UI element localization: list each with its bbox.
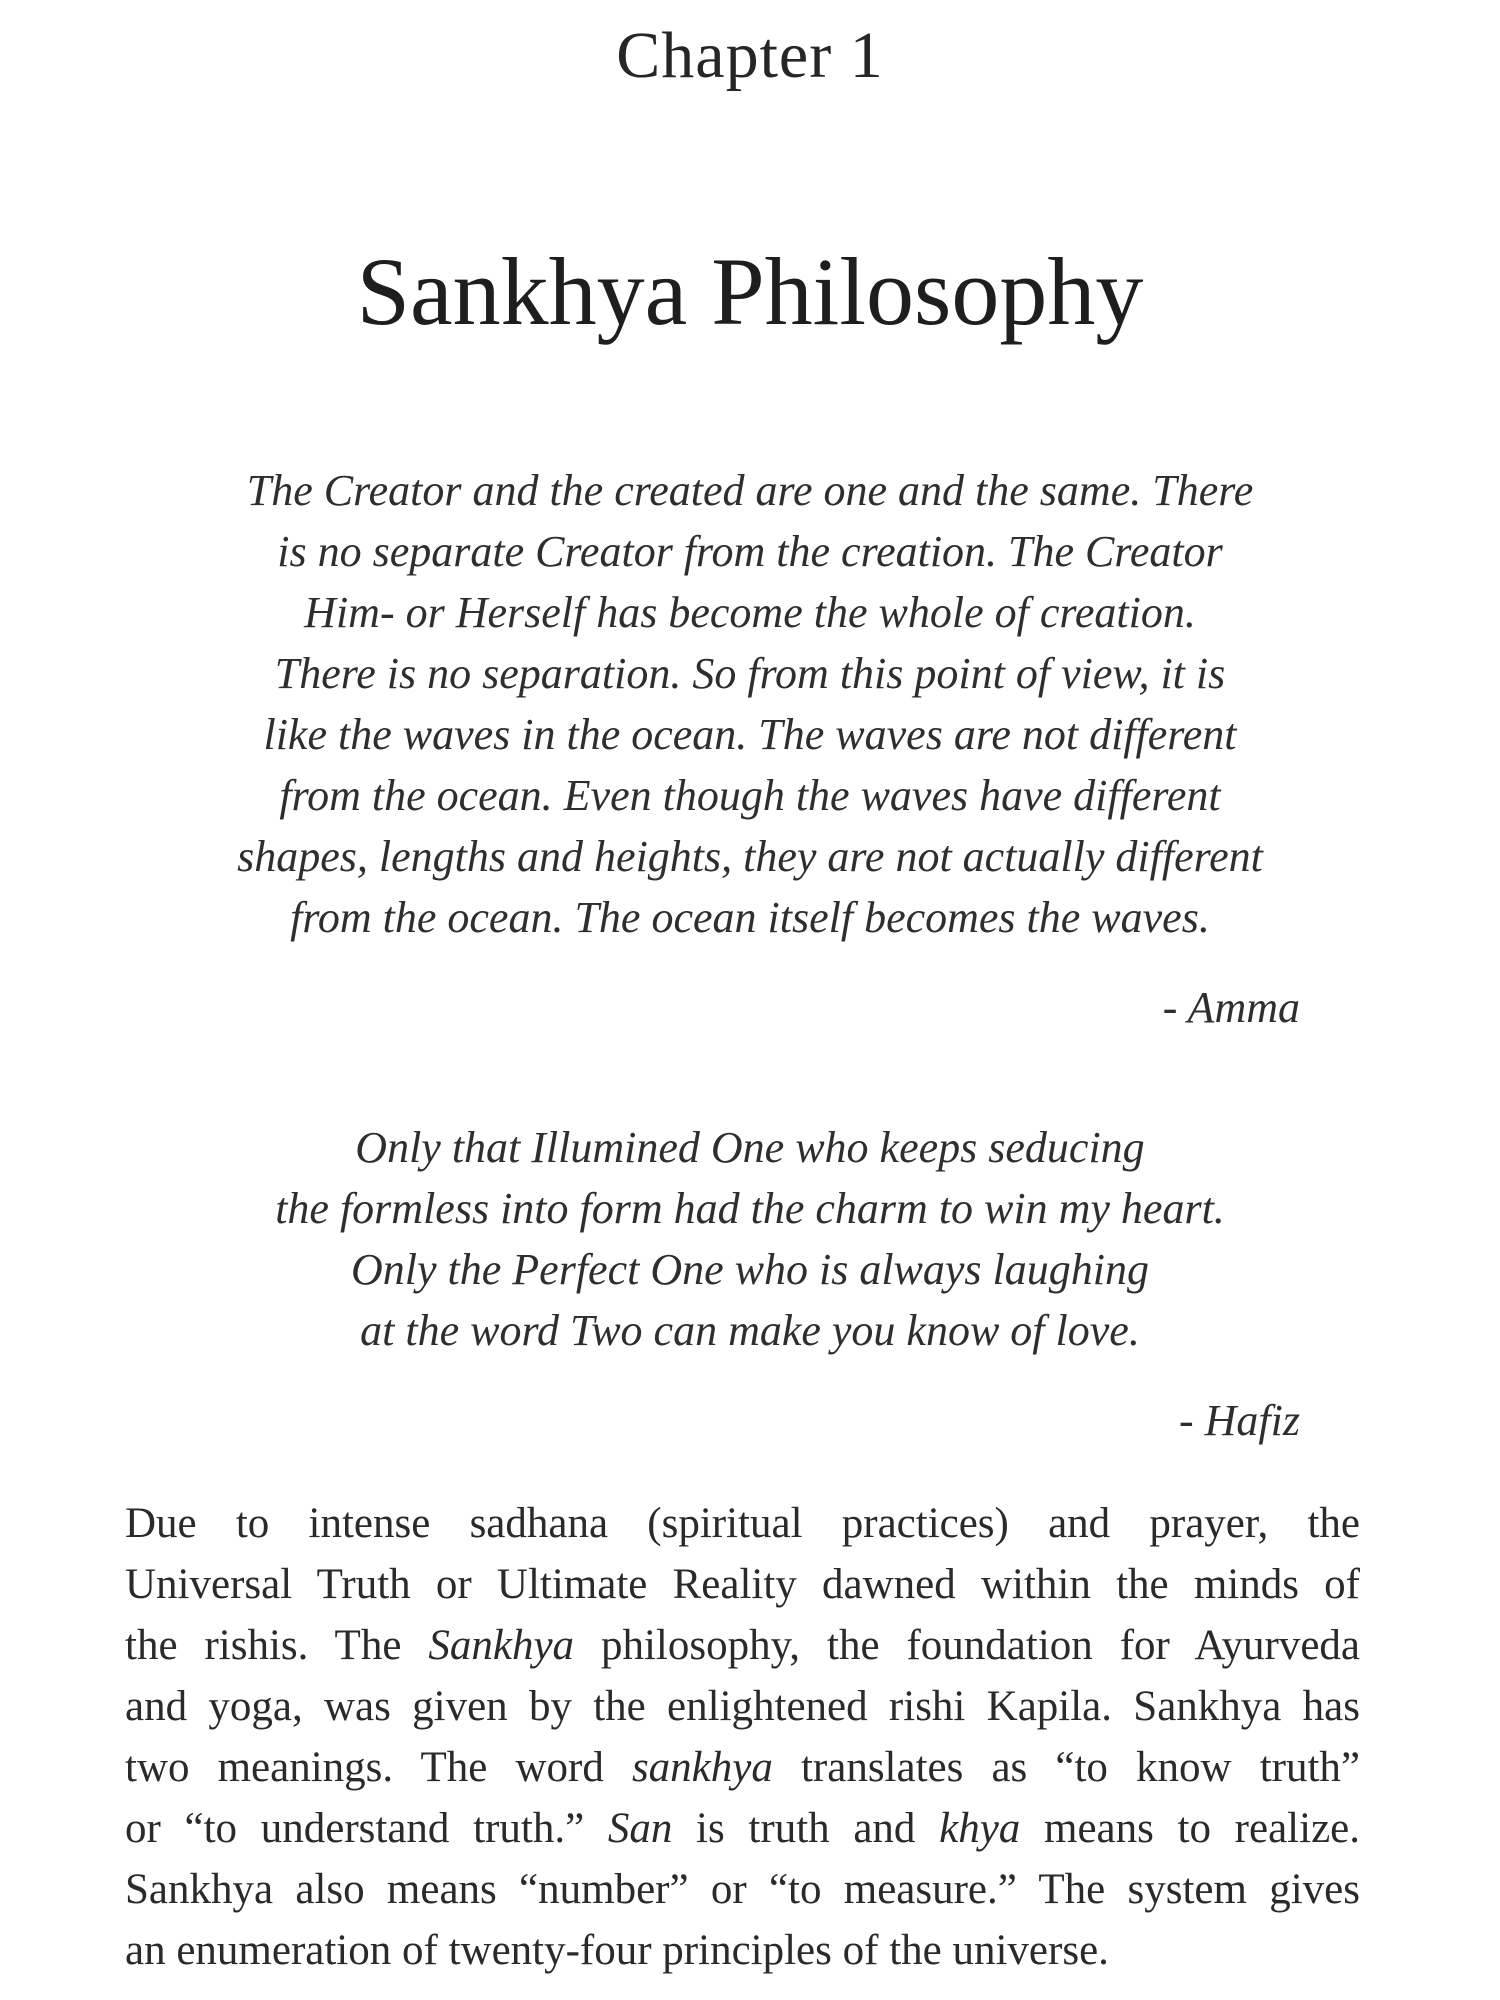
epigraph-line: like the waves in the ocean. The waves are not different	[263, 710, 1237, 759]
epigraph-line: There is no separation. So from this point of view, it is	[274, 649, 1226, 698]
body-line	[125, 1676, 1360, 1737]
body-line	[125, 1859, 1360, 1920]
text-run: or “to understand truth.”	[125, 1805, 608, 1852]
text-run: means to realize.	[1020, 1805, 1360, 1852]
epigraph-attribution-amma: - Amma	[1162, 983, 1300, 1032]
body-line	[125, 1920, 1360, 1981]
body-line	[125, 1737, 1360, 1798]
italic-term: khya	[939, 1805, 1021, 1852]
italic-term: Sankhya	[428, 1622, 575, 1669]
text-run: translates as “to know truth”	[772, 1744, 1361, 1791]
epigraph-line: Only that Illumined One who keeps seducing	[355, 1123, 1145, 1172]
text-run: philosophy, the foundation for Ayurveda	[574, 1622, 1360, 1669]
epigraph-line: from the ocean. The ocean itself becomes the waves.	[290, 893, 1210, 942]
epigraph-amma	[0, 460, 1500, 948]
epigraph-line: The Creator and the created are one and the same. There	[246, 466, 1254, 515]
epigraph-hafiz	[0, 1117, 1500, 1361]
body-line	[125, 1554, 1360, 1615]
text-run: is truth and	[672, 1805, 940, 1852]
chapter-label: Chapter 1	[616, 19, 884, 92]
epigraph-line: Only the Perfect One who is always laughing	[351, 1245, 1149, 1294]
text-run: and yoga, was given by the enlightened rishi Kapila. Sankhya has	[125, 1683, 1360, 1730]
text-run: Universal Truth or Ultimate Reality dawned within the minds of	[125, 1561, 1360, 1608]
body-line	[125, 1615, 1360, 1676]
italic-term: sankhya	[631, 1744, 773, 1791]
epigraph-attribution-hafiz: - Hafiz	[1179, 1396, 1300, 1445]
epigraph-line: from the ocean. Even though the waves have different	[279, 771, 1221, 820]
text-run: two meanings. The word	[125, 1744, 632, 1791]
epigraph-line: at the word Two can make you know of love.	[360, 1306, 1140, 1355]
epigraph-line: Him- or Herself has become the whole of creation.	[304, 588, 1196, 637]
text-run: Due to intense sadhana (spiritual practices) and prayer, the	[125, 1500, 1360, 1547]
epigraph-line: is no separate Creator from the creation. The Creator	[277, 527, 1223, 576]
text-run: Sankhya also means “number” or “to measure.” The system gives	[125, 1866, 1360, 1913]
epigraph-line: shapes, lengths and heights, they are not actually different	[237, 832, 1263, 881]
body-line	[125, 1798, 1360, 1859]
italic-term: San	[607, 1805, 673, 1852]
chapter-title: Sankhya Philosophy	[356, 238, 1144, 345]
epigraph-line: the formless into form had the charm to win my heart.	[275, 1184, 1225, 1233]
body-paragraph	[125, 1493, 1360, 1981]
text-run: the rishis. The	[125, 1622, 429, 1669]
body-line	[125, 1493, 1360, 1554]
text-run: an enumeration of twenty-four principles of the universe.	[125, 1927, 1109, 1974]
